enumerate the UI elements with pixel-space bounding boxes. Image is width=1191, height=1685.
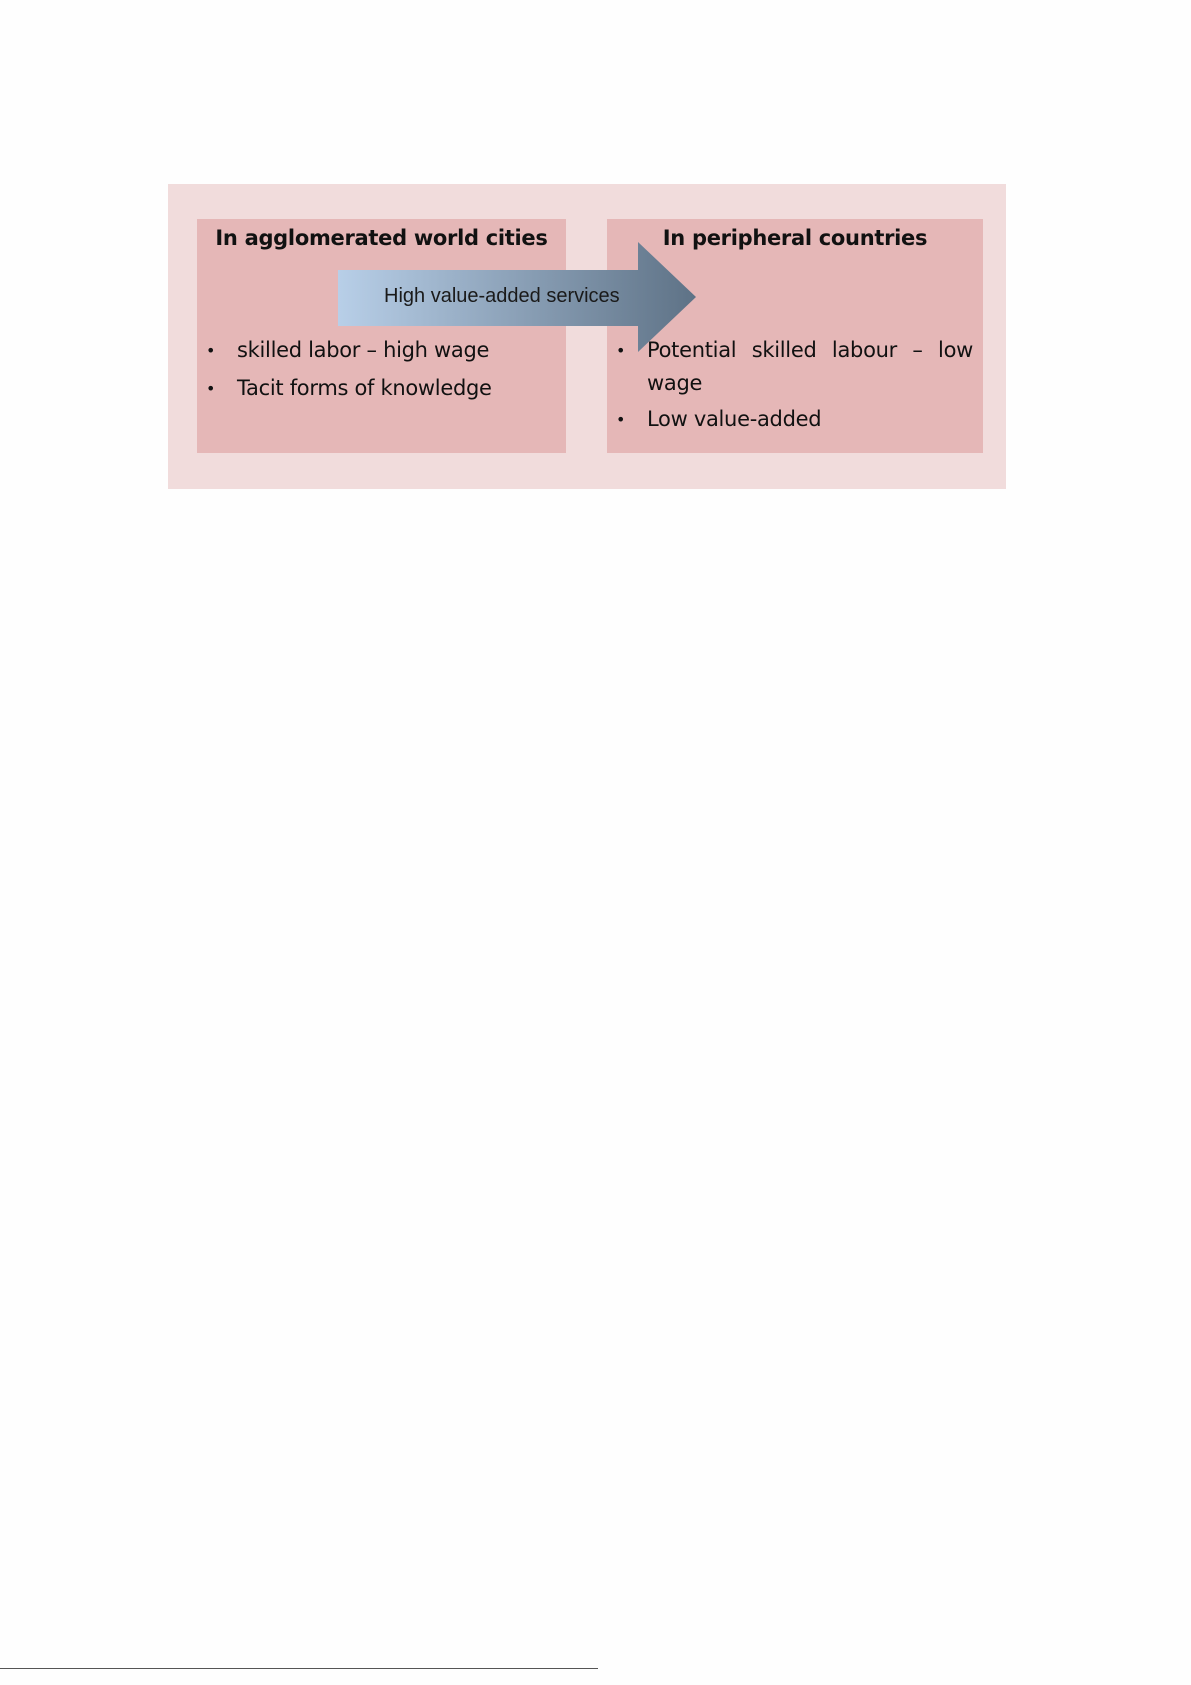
arrow-label: High value-added services [384, 285, 620, 307]
bullet-icon: • [206, 341, 216, 360]
bullet-text: skilled labor – high wage [237, 338, 490, 362]
right-panel-title: In peripheral countries [662, 226, 928, 250]
bullet-icon: • [206, 379, 216, 398]
bullet-icon: • [616, 410, 626, 429]
bullet-text: Tacit forms of knowledge [237, 376, 492, 400]
bullet-text: Potential skilled labour – low wage [647, 338, 973, 395]
bullet-icon: • [616, 341, 626, 360]
list-item [607, 403, 973, 436]
left-panel-title: In agglomerated world cities [215, 226, 548, 250]
bullet-text: Low value-added [647, 407, 822, 431]
list-item [197, 372, 557, 405]
footer-rule [0, 1668, 598, 1669]
